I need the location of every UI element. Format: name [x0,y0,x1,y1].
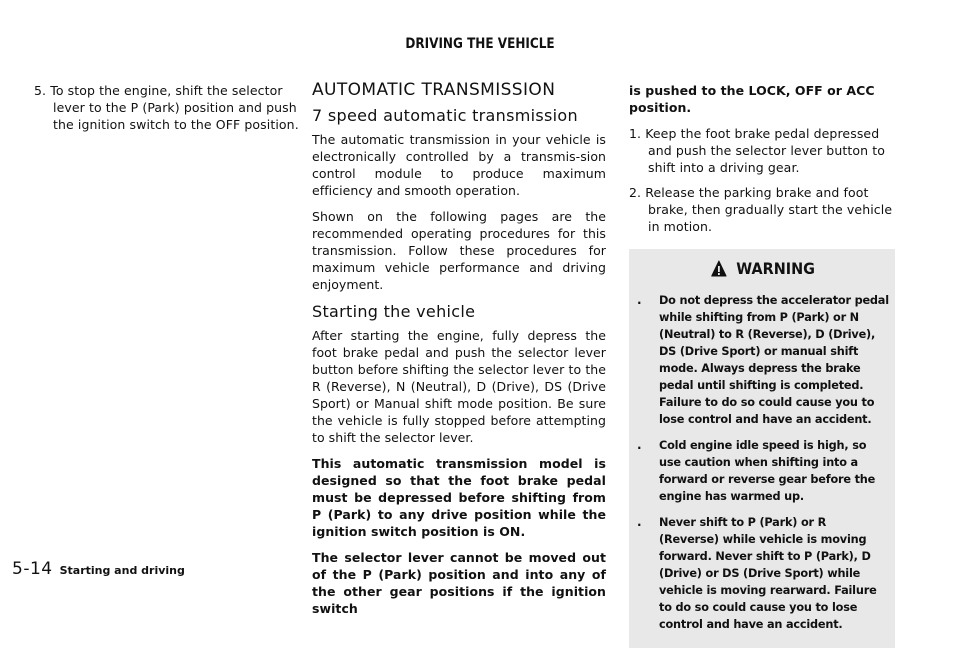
warning-item-text: Cold engine idle speed is high, so use caution when shifting into a forward or reverse gear before the engine has warmed up. [659,439,876,503]
page-footer [12,559,185,579]
step-number: 1. [629,126,642,141]
warning-box [629,249,895,648]
subsection-heading-starting: Starting the vehicle [312,302,476,321]
paragraph-lever-note: The selector lever cannot be moved out of the P (Park) position and into any of the other gear positions if the ignition switch [312,550,606,616]
paragraph-procedures: Shown on the following pages are the recommended operating procedures for this transmission. Follow these procedures for maximum vehicle performance and driving enjoyment. [312,209,606,292]
numbered-step-5 [34,82,317,133]
warning-item [637,292,889,428]
step-number: 2. [629,185,642,200]
numbered-step-1 [629,125,897,176]
numbered-step-2 [629,184,897,235]
step-text: Release the parking brake and foot brake, then gradually start the vehicle in motion. [645,185,893,234]
warning-item [637,514,889,633]
bullet: . [637,515,642,529]
paragraph-intro: The automatic transmission in your vehicle is electronically controlled by a transmis-sion control module to produce maximum efficiency and smooth operation. [312,132,606,198]
section-label: Starting and driving [59,564,185,577]
warning-title: WARNING [736,259,815,278]
page-number: 5-14 [12,559,53,579]
warning-header [650,259,877,278]
column-middle [312,80,606,626]
column-left [34,82,317,141]
step-text: Keep the foot brake pedal depressed and push the selector lever button to shift into a driving gear. [645,126,885,175]
paragraph-starting: After starting the engine, fully depress the foot brake pedal and push the selector lever button before shifting the selector lever to the R (Reverse), N (Neutral), D (Drive), DS (Drive Sport) or Manual shift mode position. Be sure the vehicle is fully stopped before attempting to shift the selector lever. [312,328,606,445]
step-number: 5. [34,83,47,98]
warning-item-text: Do not depress the accelerator pedal while shifting from P (Park) or N (Neutral) to R (Reverse), D (Drive), DS (Drive Sport) or manual shift mode. Always depress the brake pedal until shifting is completed. Failure to do so could cause you to lose control and have an accident. [659,294,889,426]
bullet: . [637,438,642,452]
warning-item-text: Never shift to P (Park) or R (Reverse) while vehicle is moving forward. Never shift to P (Park), D (Drive) or DS (Drive Sport) while vehicle is moving rearward. Failure to do so could cause you to lose control and have an accident. [659,516,877,631]
paragraph-continuation: is pushed to the LOCK, OFF or ACC position. [629,83,875,115]
subsection-heading: 7 speed automatic transmission [312,106,578,125]
warning-triangle-icon [711,260,727,277]
column-right [629,82,897,648]
section-heading: AUTOMATIC TRANSMISSION [312,80,556,100]
warning-item [637,437,889,505]
page-header-title: DRIVING THE VEHICLE [405,36,555,52]
bullet: . [637,293,642,307]
step-text: To stop the engine, shift the selector lever to the P (Park) position and push the ignition switch to the OFF position. [50,83,299,132]
paragraph-brake-note: This automatic transmission model is designed so that the foot brake pedal must be depressed before shifting from P (Park) to any drive position while the ignition switch position is ON. [312,456,606,539]
